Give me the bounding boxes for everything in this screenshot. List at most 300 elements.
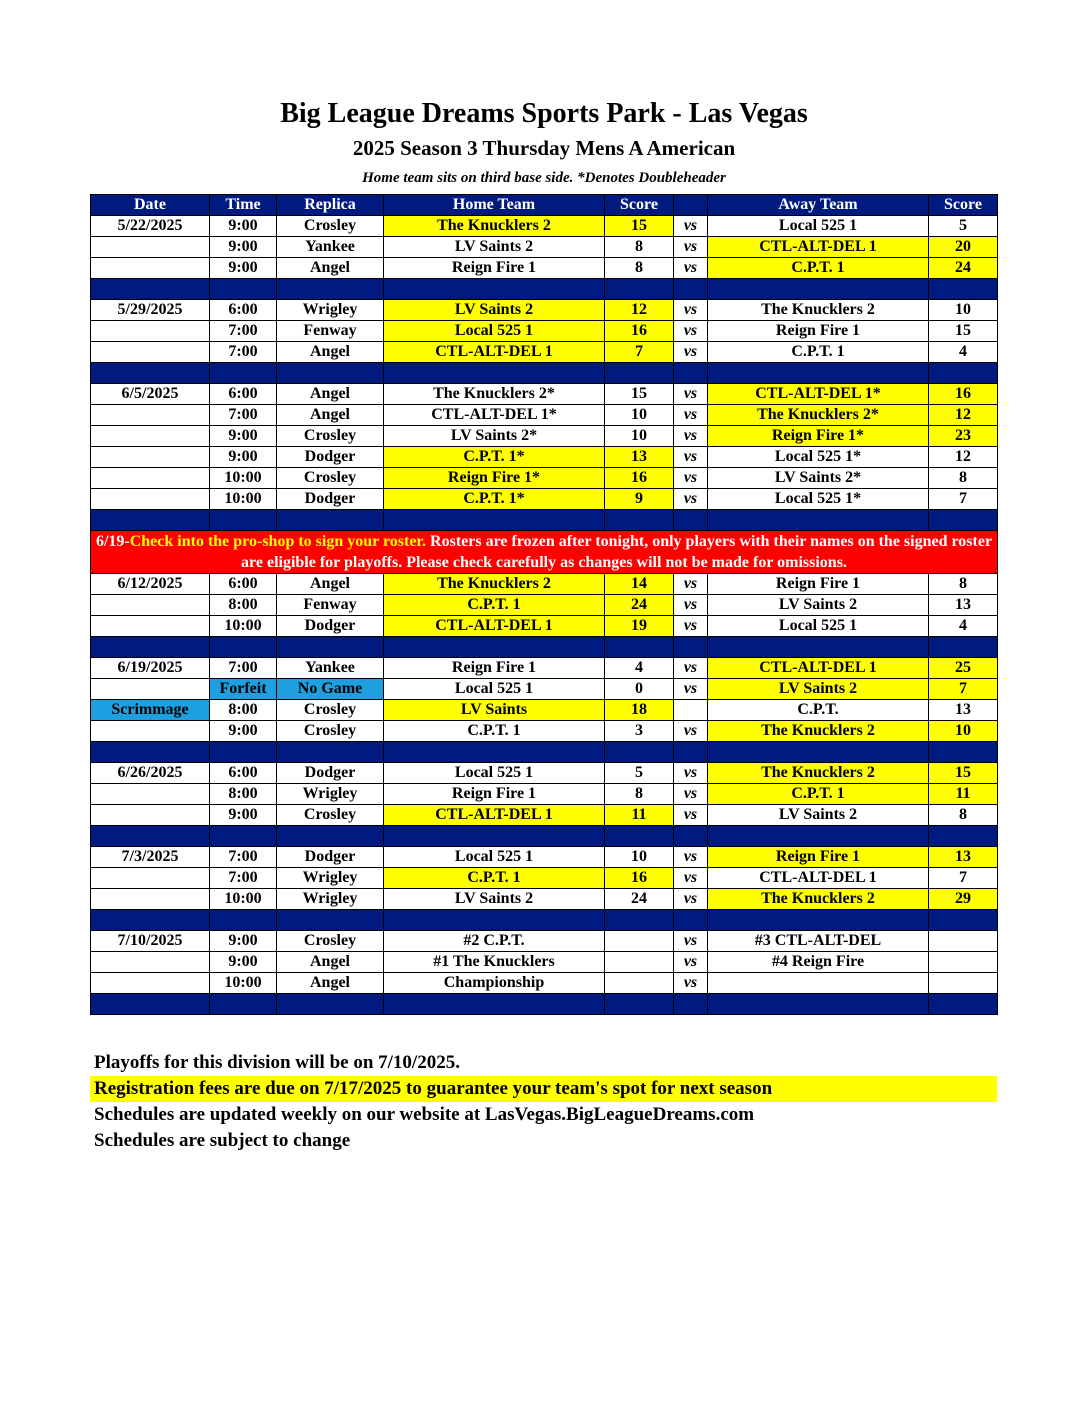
away-team: Reign Fire 1: [708, 574, 929, 595]
game-date: [91, 595, 210, 616]
field-replica: Dodger: [277, 489, 384, 510]
separator-cell: [674, 994, 708, 1015]
separator-cell: [708, 994, 929, 1015]
separator-cell: [277, 826, 384, 847]
vs-label: vs: [674, 595, 708, 616]
col-header-away-score: Score: [929, 195, 998, 216]
game-date: Scrimmage: [91, 700, 210, 721]
separator-cell: [929, 994, 998, 1015]
separator-cell: [91, 742, 210, 763]
away-score: 8: [929, 468, 998, 489]
game-row: [91, 784, 998, 805]
home-score: 5: [605, 763, 674, 784]
home-score: 8: [605, 784, 674, 805]
away-team: Reign Fire 1: [708, 847, 929, 868]
separator-cell: [674, 742, 708, 763]
away-score: 12: [929, 447, 998, 468]
home-score: 24: [605, 889, 674, 910]
game-time: 7:00: [210, 847, 277, 868]
game-date: [91, 868, 210, 889]
home-team: The Knucklers 2: [384, 216, 605, 237]
home-score: 16: [605, 868, 674, 889]
game-date: [91, 784, 210, 805]
game-date: [91, 805, 210, 826]
game-time: 8:00: [210, 700, 277, 721]
vs-label: vs: [674, 405, 708, 426]
field-replica: Dodger: [277, 763, 384, 784]
game-time: 8:00: [210, 595, 277, 616]
separator-cell: [384, 279, 605, 300]
home-team: Reign Fire 1: [384, 784, 605, 805]
game-date: [91, 616, 210, 637]
game-time: 7:00: [210, 342, 277, 363]
separator-cell: [605, 637, 674, 658]
away-score: 29: [929, 889, 998, 910]
away-team: C.P.T. 1: [708, 784, 929, 805]
field-replica: Fenway: [277, 321, 384, 342]
game-time: 9:00: [210, 426, 277, 447]
game-time: 10:00: [210, 889, 277, 910]
game-date: 6/26/2025: [91, 763, 210, 784]
home-team: LV Saints 2: [384, 237, 605, 258]
separator-cell: [91, 637, 210, 658]
game-date: [91, 258, 210, 279]
vs-label: vs: [674, 868, 708, 889]
home-score: 8: [605, 258, 674, 279]
col-header-time: Time: [210, 195, 277, 216]
game-time: 9:00: [210, 805, 277, 826]
separator-cell: [605, 363, 674, 384]
separator-cell: [210, 742, 277, 763]
away-score: 10: [929, 300, 998, 321]
game-time: 7:00: [210, 321, 277, 342]
home-team: CTL-ALT-DEL 1: [384, 805, 605, 826]
away-team: CTL-ALT-DEL 1: [708, 868, 929, 889]
vs-label: vs: [674, 784, 708, 805]
field-replica: Yankee: [277, 237, 384, 258]
game-time: 10:00: [210, 973, 277, 994]
home-team: Local 525 1: [384, 679, 605, 700]
game-row: [91, 700, 998, 721]
field-replica: Yankee: [277, 658, 384, 679]
field-replica: Angel: [277, 342, 384, 363]
away-score: 15: [929, 763, 998, 784]
vs-label: vs: [674, 468, 708, 489]
away-team: LV Saints 2: [708, 679, 929, 700]
field-replica: Crosley: [277, 931, 384, 952]
home-score: 4: [605, 658, 674, 679]
separator-cell: [210, 363, 277, 384]
notice-highlight: Check into the pro-shop to sign your roster.: [129, 533, 427, 550]
home-score: 12: [605, 300, 674, 321]
away-team: Reign Fire 1*: [708, 426, 929, 447]
separator-cell: [384, 363, 605, 384]
game-date: 6/5/2025: [91, 384, 210, 405]
away-score: [929, 931, 998, 952]
away-team: CTL-ALT-DEL 1: [708, 237, 929, 258]
home-team: #2 C.P.T.: [384, 931, 605, 952]
home-score: 16: [605, 321, 674, 342]
away-team: The Knucklers 2: [708, 889, 929, 910]
roster-notice-row: [91, 531, 998, 574]
separator-cell: [674, 637, 708, 658]
vs-label: vs: [674, 847, 708, 868]
home-team: Local 525 1: [384, 847, 605, 868]
vs-label: vs: [674, 658, 708, 679]
game-row: [91, 489, 998, 510]
footer-change-notice: Schedules are subject to change: [94, 1130, 351, 1151]
separator-cell: [210, 826, 277, 847]
home-team: CTL-ALT-DEL 1: [384, 616, 605, 637]
separator-cell: [708, 279, 929, 300]
separator-cell: [674, 510, 708, 531]
separator-cell: [91, 510, 210, 531]
schedule-body: [91, 216, 998, 1015]
separator-cell: [708, 910, 929, 931]
separator-cell: [277, 742, 384, 763]
vs-label: vs: [674, 321, 708, 342]
separator-row: [91, 994, 998, 1015]
home-team: The Knucklers 2: [384, 574, 605, 595]
vs-label: vs: [674, 889, 708, 910]
game-row: [91, 447, 998, 468]
roster-notice: [91, 531, 998, 574]
home-score: [605, 973, 674, 994]
game-row: [91, 300, 998, 321]
away-team: C.P.T. 1: [708, 258, 929, 279]
game-row: [91, 616, 998, 637]
game-row: [91, 763, 998, 784]
separator-cell: [277, 910, 384, 931]
game-row: [91, 868, 998, 889]
game-date: [91, 952, 210, 973]
game-row: [91, 931, 998, 952]
game-time: 7:00: [210, 405, 277, 426]
away-score: 4: [929, 616, 998, 637]
away-score: 13: [929, 595, 998, 616]
away-score: 20: [929, 237, 998, 258]
game-date: 6/19/2025: [91, 658, 210, 679]
separator-cell: [708, 826, 929, 847]
separator-cell: [674, 910, 708, 931]
separator-cell: [384, 910, 605, 931]
game-date: [91, 405, 210, 426]
field-replica: Wrigley: [277, 868, 384, 889]
game-time: 10:00: [210, 616, 277, 637]
game-time: 10:00: [210, 468, 277, 489]
schedule-note: Home team sits on third base side. *Denotes Doubleheader: [362, 170, 726, 186]
vs-label: vs: [674, 489, 708, 510]
home-team: C.P.T. 1: [384, 868, 605, 889]
separator-cell: [674, 826, 708, 847]
away-team: #3 CTL-ALT-DEL: [708, 931, 929, 952]
vs-label: vs: [674, 300, 708, 321]
away-score: 25: [929, 658, 998, 679]
home-team: C.P.T. 1: [384, 721, 605, 742]
field-replica: Dodger: [277, 847, 384, 868]
away-team: CTL-ALT-DEL 1: [708, 658, 929, 679]
game-date: 7/10/2025: [91, 931, 210, 952]
game-time: 9:00: [210, 237, 277, 258]
separator-cell: [210, 510, 277, 531]
game-row: [91, 721, 998, 742]
away-score: 23: [929, 426, 998, 447]
vs-label: vs: [674, 805, 708, 826]
game-time: Forfeit: [210, 679, 277, 700]
game-date: [91, 321, 210, 342]
game-date: [91, 489, 210, 510]
game-time: 9:00: [210, 447, 277, 468]
game-row: [91, 847, 998, 868]
game-date: [91, 447, 210, 468]
home-score: 19: [605, 616, 674, 637]
vs-label: vs: [674, 426, 708, 447]
separator-cell: [384, 742, 605, 763]
vs-label: vs: [674, 447, 708, 468]
schedule-table: [90, 194, 998, 1015]
home-team: C.P.T. 1: [384, 595, 605, 616]
separator-cell: [929, 742, 998, 763]
separator-cell: [384, 637, 605, 658]
game-date: 5/22/2025: [91, 216, 210, 237]
game-time: 7:00: [210, 658, 277, 679]
home-score: 10: [605, 426, 674, 447]
game-row: [91, 405, 998, 426]
home-score: 16: [605, 468, 674, 489]
page-title: Big League Dreams Sports Park - Las Vegas: [280, 98, 808, 129]
col-header-replica: Replica: [277, 195, 384, 216]
col-header-vs: [674, 195, 708, 216]
col-header-away-team: Away Team: [708, 195, 929, 216]
game-row: [91, 237, 998, 258]
separator-cell: [605, 994, 674, 1015]
home-score: 9: [605, 489, 674, 510]
game-date: [91, 679, 210, 700]
separator-cell: [929, 826, 998, 847]
vs-label: vs: [674, 258, 708, 279]
game-date: 7/3/2025: [91, 847, 210, 868]
away-score: [929, 952, 998, 973]
game-date: 5/29/2025: [91, 300, 210, 321]
home-score: 11: [605, 805, 674, 826]
separator-cell: [929, 637, 998, 658]
game-date: [91, 342, 210, 363]
game-row: [91, 216, 998, 237]
home-team: C.P.T. 1*: [384, 447, 605, 468]
game-time: 6:00: [210, 384, 277, 405]
footer-playoffs: Playoffs for this division will be on 7/10/2025.: [94, 1052, 460, 1073]
home-team: C.P.T. 1*: [384, 489, 605, 510]
field-replica: Angel: [277, 405, 384, 426]
col-header-home-score: Score: [605, 195, 674, 216]
home-team: Reign Fire 1: [384, 258, 605, 279]
away-score: 15: [929, 321, 998, 342]
separator-cell: [708, 637, 929, 658]
game-time: 9:00: [210, 952, 277, 973]
home-score: [605, 952, 674, 973]
vs-label: vs: [674, 952, 708, 973]
game-time: 6:00: [210, 574, 277, 595]
separator-cell: [384, 826, 605, 847]
separator-row: [91, 826, 998, 847]
separator-cell: [605, 279, 674, 300]
home-team: LV Saints: [384, 700, 605, 721]
game-time: 9:00: [210, 258, 277, 279]
away-team: Local 525 1: [708, 216, 929, 237]
away-team: Local 525 1*: [708, 447, 929, 468]
away-score: 7: [929, 868, 998, 889]
game-date: 6/12/2025: [91, 574, 210, 595]
home-team: LV Saints 2*: [384, 426, 605, 447]
home-score: 3: [605, 721, 674, 742]
field-replica: Angel: [277, 952, 384, 973]
home-score: 8: [605, 237, 674, 258]
vs-label: vs: [674, 384, 708, 405]
field-replica: No Game: [277, 679, 384, 700]
separator-cell: [929, 510, 998, 531]
away-team: Reign Fire 1: [708, 321, 929, 342]
separator-cell: [384, 994, 605, 1015]
away-team: [708, 973, 929, 994]
vs-label: vs: [674, 574, 708, 595]
game-date: [91, 237, 210, 258]
game-time: 6:00: [210, 300, 277, 321]
away-score: 7: [929, 489, 998, 510]
game-time: 9:00: [210, 721, 277, 742]
away-score: 4: [929, 342, 998, 363]
home-team: LV Saints 2: [384, 889, 605, 910]
game-row: [91, 321, 998, 342]
away-team: CTL-ALT-DEL 1*: [708, 384, 929, 405]
separator-cell: [605, 826, 674, 847]
separator-row: [91, 510, 998, 531]
away-team: C.P.T.: [708, 700, 929, 721]
home-score: 10: [605, 847, 674, 868]
home-score: 13: [605, 447, 674, 468]
away-score: 13: [929, 847, 998, 868]
away-team: The Knucklers 2: [708, 721, 929, 742]
separator-cell: [929, 363, 998, 384]
field-replica: Crosley: [277, 216, 384, 237]
away-score: 24: [929, 258, 998, 279]
game-time: 8:00: [210, 784, 277, 805]
away-team: The Knucklers 2*: [708, 405, 929, 426]
away-score: 7: [929, 679, 998, 700]
home-score: 10: [605, 405, 674, 426]
separator-cell: [605, 510, 674, 531]
home-score: 24: [605, 595, 674, 616]
page-subtitle: 2025 Season 3 Thursday Mens A American: [352, 136, 736, 160]
field-replica: Crosley: [277, 426, 384, 447]
away-team: Local 525 1: [708, 616, 929, 637]
game-time: 10:00: [210, 489, 277, 510]
vs-label: vs: [674, 237, 708, 258]
away-score: 8: [929, 805, 998, 826]
home-team: The Knucklers 2*: [384, 384, 605, 405]
game-row: [91, 805, 998, 826]
separator-cell: [91, 279, 210, 300]
game-date: [91, 426, 210, 447]
field-replica: Crosley: [277, 721, 384, 742]
game-row: [91, 973, 998, 994]
home-score: [605, 931, 674, 952]
game-date: [91, 721, 210, 742]
field-replica: Dodger: [277, 616, 384, 637]
vs-label: vs: [674, 763, 708, 784]
separator-cell: [91, 994, 210, 1015]
home-team: Local 525 1: [384, 763, 605, 784]
away-team: #4 Reign Fire: [708, 952, 929, 973]
notice-text: Rosters are frozen after tonight, only players with their names on the signed roster are eligible for playoffs. Please check carefully as changes will not be made for omissions.: [241, 533, 993, 571]
notice-date: 6/19-: [95, 533, 130, 550]
col-header-date: Date: [91, 195, 210, 216]
separator-cell: [210, 637, 277, 658]
away-score: 11: [929, 784, 998, 805]
field-replica: Angel: [277, 258, 384, 279]
home-team: CTL-ALT-DEL 1*: [384, 405, 605, 426]
home-score: 18: [605, 700, 674, 721]
separator-cell: [605, 910, 674, 931]
away-score: 13: [929, 700, 998, 721]
game-time: 7:00: [210, 868, 277, 889]
home-score: 7: [605, 342, 674, 363]
home-score: 0: [605, 679, 674, 700]
game-date: [91, 973, 210, 994]
game-time: 9:00: [210, 931, 277, 952]
separator-row: [91, 279, 998, 300]
game-row: [91, 595, 998, 616]
field-replica: Dodger: [277, 447, 384, 468]
header-row: [91, 195, 998, 216]
separator-cell: [210, 994, 277, 1015]
away-team: The Knucklers 2: [708, 763, 929, 784]
separator-cell: [708, 363, 929, 384]
col-header-home-team: Home Team: [384, 195, 605, 216]
home-team: Reign Fire 1*: [384, 468, 605, 489]
away-score: [929, 973, 998, 994]
field-replica: Crosley: [277, 805, 384, 826]
away-team: C.P.T. 1: [708, 342, 929, 363]
separator-cell: [674, 363, 708, 384]
game-row: [91, 679, 998, 700]
field-replica: Wrigley: [277, 300, 384, 321]
field-replica: Wrigley: [277, 889, 384, 910]
separator-cell: [605, 742, 674, 763]
game-row: [91, 342, 998, 363]
separator-row: [91, 910, 998, 931]
home-team: Reign Fire 1: [384, 658, 605, 679]
away-team: LV Saints 2*: [708, 468, 929, 489]
separator-row: [91, 363, 998, 384]
game-row: [91, 426, 998, 447]
away-score: 5: [929, 216, 998, 237]
away-score: 16: [929, 384, 998, 405]
field-replica: Crosley: [277, 468, 384, 489]
field-replica: Wrigley: [277, 784, 384, 805]
game-date: [91, 468, 210, 489]
separator-cell: [91, 826, 210, 847]
away-score: 10: [929, 721, 998, 742]
game-row: [91, 384, 998, 405]
away-team: LV Saints 2: [708, 595, 929, 616]
vs-label: vs: [674, 342, 708, 363]
vs-label: vs: [674, 973, 708, 994]
separator-cell: [929, 279, 998, 300]
game-row: [91, 258, 998, 279]
home-team: CTL-ALT-DEL 1: [384, 342, 605, 363]
vs-label: vs: [674, 931, 708, 952]
separator-cell: [929, 910, 998, 931]
